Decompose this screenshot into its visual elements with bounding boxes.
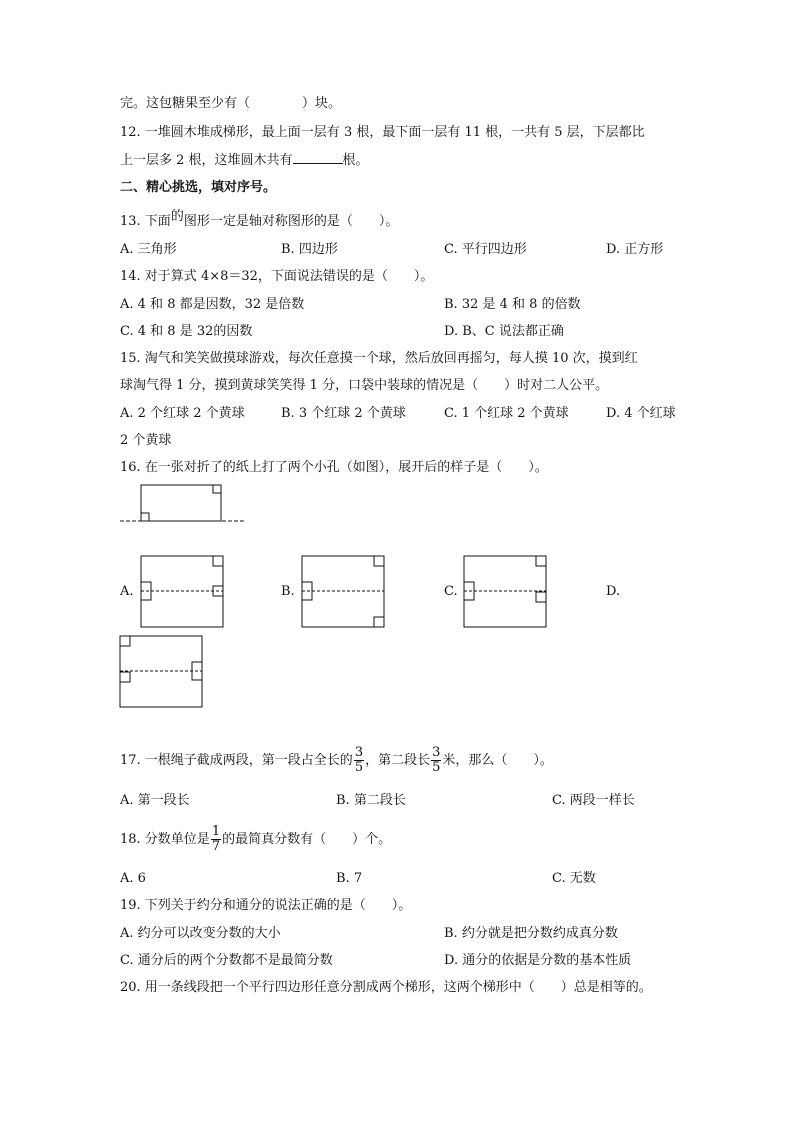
q18-fraction-numerator: 1 (211, 824, 221, 839)
q16-option-a-label[interactable]: A. (120, 584, 134, 599)
q17-fraction-1 (354, 746, 364, 775)
q19-option-a[interactable]: A. 约分可以改变分数的大小 (120, 926, 281, 941)
q17-option-c[interactable]: C. 两段一样长 (552, 793, 635, 808)
q16-stem: 16. 在一张对折了的纸上打了两个小孔（如图），展开后的样子是（ ）。 (120, 460, 548, 475)
q13-stem (120, 209, 399, 231)
q13-option-a[interactable]: A. 三角形 (120, 242, 177, 257)
q19-stem: 19. 下列关于约分和通分的说法正确的是（ ）。 (120, 898, 412, 913)
q18-option-a[interactable]: A. 6 (120, 871, 146, 886)
q17-fraction-1-denominator: 5 (354, 760, 364, 775)
q15-line1: 15. 淘气和笑笑做摸球游戏，每次任意摸一个球，然后放回再摇匀，每人摸 10 次，摸到红 (120, 351, 638, 366)
q17-fraction-2-numerator: 3 (432, 745, 441, 760)
q19-option-c[interactable]: C. 通分后的两个分数都不是最简分数 (120, 953, 333, 968)
q16-option-d-label[interactable]: D. (606, 584, 621, 599)
q13-stem-a: 13. 下面 (120, 214, 171, 229)
q17-fraction-2-denominator: 5 (432, 760, 441, 775)
q18-option-b[interactable]: B. 7 (336, 871, 363, 886)
q12-answer-blank[interactable] (293, 151, 343, 164)
q14-option-b[interactable]: B. 32 是 4 和 8 的倍数 (444, 297, 581, 312)
q18-option-c[interactable]: C. 无数 (552, 871, 596, 886)
q14-option-d[interactable]: D. B、C 说法都正确 (444, 324, 564, 339)
q14-option-c[interactable]: C. 4 和 8 是 32的因数 (120, 324, 253, 339)
q17-stem-b: ，第二段长 (365, 753, 431, 768)
q18-stem-a: 18. 分数单位是 (120, 832, 210, 847)
q12-line2-a: 上一层多 2 根，这堆圆木共有 (120, 153, 293, 168)
q15-option-b[interactable]: B. 3 个红球 2 个黄球 (281, 406, 406, 421)
q12-line1: 12. 一堆圆木堆成梯形，最上面一层有 3 根，最下面一层有 11 根，一共有 5 层，下层都比 (120, 125, 645, 140)
q19-option-b[interactable]: B. 约分就是把分数约成真分数 (444, 926, 618, 941)
q13-stem-sup: 的 (170, 209, 184, 224)
q17-fraction-2 (431, 746, 441, 775)
q16-option-a-figure[interactable] (139, 555, 225, 629)
q15-line2: 球淘气得 1 分，摸到黄球笑笑得 1 分，口袋中装球的情况是（ ）时对二人公平。 (120, 378, 609, 393)
q15-option-d-wrap: 2 个黄球 (120, 433, 172, 448)
q18-fraction (211, 825, 221, 854)
q18-stem-b: 的最简真分数有（ ）个。 (222, 832, 392, 847)
q16-option-b-label[interactable]: B. (281, 584, 295, 599)
q15-option-d[interactable]: D. 4 个红球 (606, 406, 676, 421)
q12-line2-b: 根。 (342, 153, 369, 168)
q17-option-a[interactable]: A. 第一段长 (120, 793, 190, 808)
q14-option-a[interactable]: A. 4 和 8 都是因数，32 是倍数 (120, 297, 305, 312)
section-title: 二、精心挑选，填对序号。 (120, 180, 277, 195)
q17-stem-a: 17. 一根绳子截成两段，第一段占全长的 (120, 753, 353, 768)
q17-option-b[interactable]: B. 第二段长 (336, 793, 406, 808)
q20-stem: 20. 用一条线段把一个平行四边形任意分割成两个梯形，这两个梯形中（ ）总是相等的。 (120, 980, 652, 995)
q18-fraction-denominator: 7 (211, 839, 221, 854)
q17-stem-c: 米，那么（ ）。 (442, 753, 553, 768)
q14-stem: 14. 对于算式 4×8＝32，下面说法错误的是（ ）。 (120, 269, 434, 284)
q13-option-b[interactable]: B. 四边形 (281, 242, 338, 257)
q19-option-d[interactable]: D. 通分的依据是分数的基本性质 (444, 953, 632, 968)
q17-stem (120, 743, 553, 779)
q15-option-a[interactable]: A. 2 个红球 2 个黄球 (120, 406, 245, 421)
q13-option-c[interactable]: C. 平行四边形 (444, 242, 527, 257)
q12-line2 (120, 151, 369, 170)
q11-tail: 完。这包糖果至少有（ ）块。 (120, 96, 342, 111)
q13-option-d[interactable]: D. 正方形 (606, 242, 664, 257)
q16-option-c-label[interactable]: C. (444, 584, 458, 599)
q13-stem-b: 图形一定是轴对称图形的是（ ）。 (183, 214, 399, 229)
q17-fraction-1-numerator: 3 (354, 745, 364, 760)
q16-option-b-figure[interactable] (300, 555, 386, 629)
q15-option-c[interactable]: C. 1 个红球 2 个黄球 (444, 406, 569, 421)
q16-folded-paper-figure (118, 484, 246, 526)
q16-option-c-figure[interactable] (462, 555, 548, 629)
q16-option-d-figure[interactable] (118, 635, 204, 709)
q18-stem (120, 822, 391, 858)
